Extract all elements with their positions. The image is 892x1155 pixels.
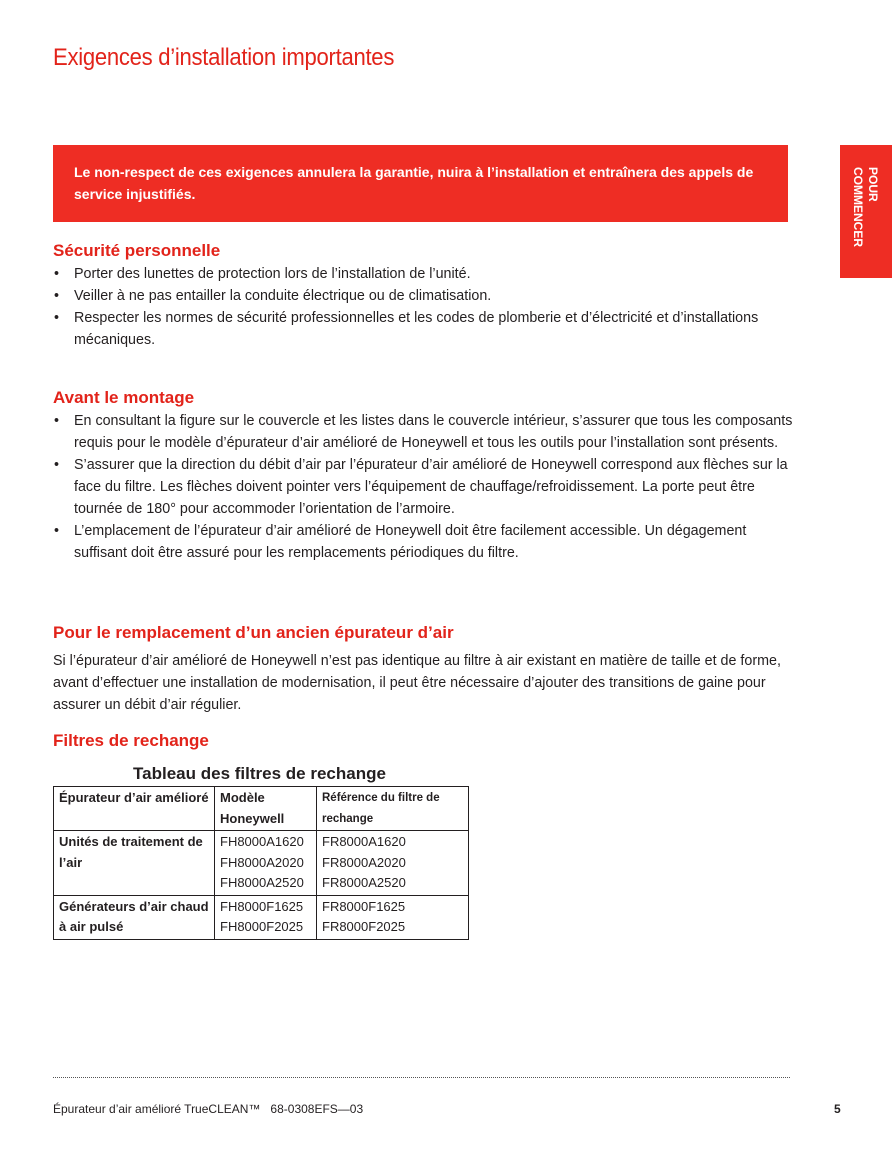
filter-ref-number: FR8000A2020 <box>322 854 406 870</box>
list-item: • L’emplacement de l’épurateur d’air amélioré de Honeywell doit être facilement accessible. Un dégagement suffisant doit être assuré pour les remplacements périodiques du filtre. <box>53 520 793 564</box>
list-item: • Porter des lunettes de protection lors de l’installation de l’unité. <box>53 263 793 285</box>
footer-doc-code: 68-0308EFS—03 <box>270 1102 364 1116</box>
model-number: FH8000A1620 <box>220 834 304 849</box>
safety-heading: Sécurité personnelle <box>53 241 221 260</box>
model-number: FH8000F1625 <box>220 898 304 914</box>
model-number: FH8000F2025 <box>220 919 304 934</box>
filter-ref-number: FR8000A2520 <box>322 875 406 890</box>
replacement-paragraph: Si l’épurateur d’air amélioré de Honeywell n’est pas identique au filtre à air existant en matière de taille et de forme, avant d’effectuer une installation de modernisation, il peut être nécessaire d’ajouter des transitions de gaine pour assurer un débit d’air régulier. <box>53 653 781 713</box>
ref-cell <box>317 831 469 896</box>
list-item: • S’assurer que la direction du débit d’air par l’épurateur d’air amélioré de Honeywell correspond aux flèches sur la face du filtre. Les flèches doivent pointer vers l’équipement de chauffage/refroidissement. La porte peut être tournée de 180° pour accommoder l’orientation de l’armoire. <box>53 454 793 520</box>
row-category: Unités de traitement de l’air <box>54 831 215 896</box>
before-install-heading: Avant le montage <box>53 388 195 407</box>
list-item: • Veiller à ne pas entailler la conduite électrique ou de climatisation. <box>53 285 793 307</box>
footer-product-name: Épurateur d’air amélioré TrueCLEAN™ <box>53 1102 261 1116</box>
row-category: Générateurs d’air chaud à air pulsé <box>54 895 215 939</box>
list-item: • Respecter les normes de sécurité professionnelles et les codes de plomberie et d’électricité et d’installations mécaniques. <box>53 307 793 351</box>
section-tab-label: POUR COMMENCER <box>851 167 880 247</box>
replacement-heading: Pour le remplacement d’un ancien épurateur d’air <box>53 623 454 642</box>
section-tab-getting-started <box>840 145 892 278</box>
warning-banner <box>53 145 788 222</box>
warning-text: Le non-respect de ces exigences annulera la garantie, nuira à l’installation et entraînera des appels de service injustifiés. <box>74 164 754 202</box>
before-install-list <box>53 410 793 564</box>
model-cell <box>215 831 317 896</box>
model-number: FH8000A2520 <box>220 875 304 890</box>
list-item: • En consultant la figure sur le couvercle et les listes dans le couvercle intérieur, s’assurer que tous les composants requis pour le modèle d’épurateur d’air amélioré de Honeywell et tous les outils pour l’installation sont présents. <box>53 410 793 454</box>
footer-info <box>53 1102 363 1116</box>
model-cell <box>215 895 317 939</box>
column-header-model: Modèle Honeywell <box>215 787 317 831</box>
table-header-row <box>54 787 469 831</box>
filter-ref-number: FR8000F1625 <box>322 898 406 914</box>
filter-ref-number: FR8000A1620 <box>322 834 406 849</box>
filter-ref-number: FR8000F2025 <box>322 919 406 934</box>
safety-list <box>53 263 793 351</box>
column-header-cleaner: Épurateur d’air amélioré <box>54 787 215 831</box>
page-number: 5 <box>834 1102 841 1116</box>
ref-cell <box>317 895 469 939</box>
column-header-filter-ref: Référence du filtre de rechange <box>317 787 469 831</box>
filters-table <box>53 786 469 940</box>
filters-table-title: Tableau des filtres de rechange <box>133 764 386 783</box>
footer-divider <box>53 1077 790 1078</box>
table-row <box>54 895 469 939</box>
filters-heading: Filtres de rechange <box>53 731 209 750</box>
page-title: Exigences d’installation importantes <box>53 44 395 71</box>
model-number: FH8000A2020 <box>220 854 304 870</box>
table-row <box>54 831 469 896</box>
